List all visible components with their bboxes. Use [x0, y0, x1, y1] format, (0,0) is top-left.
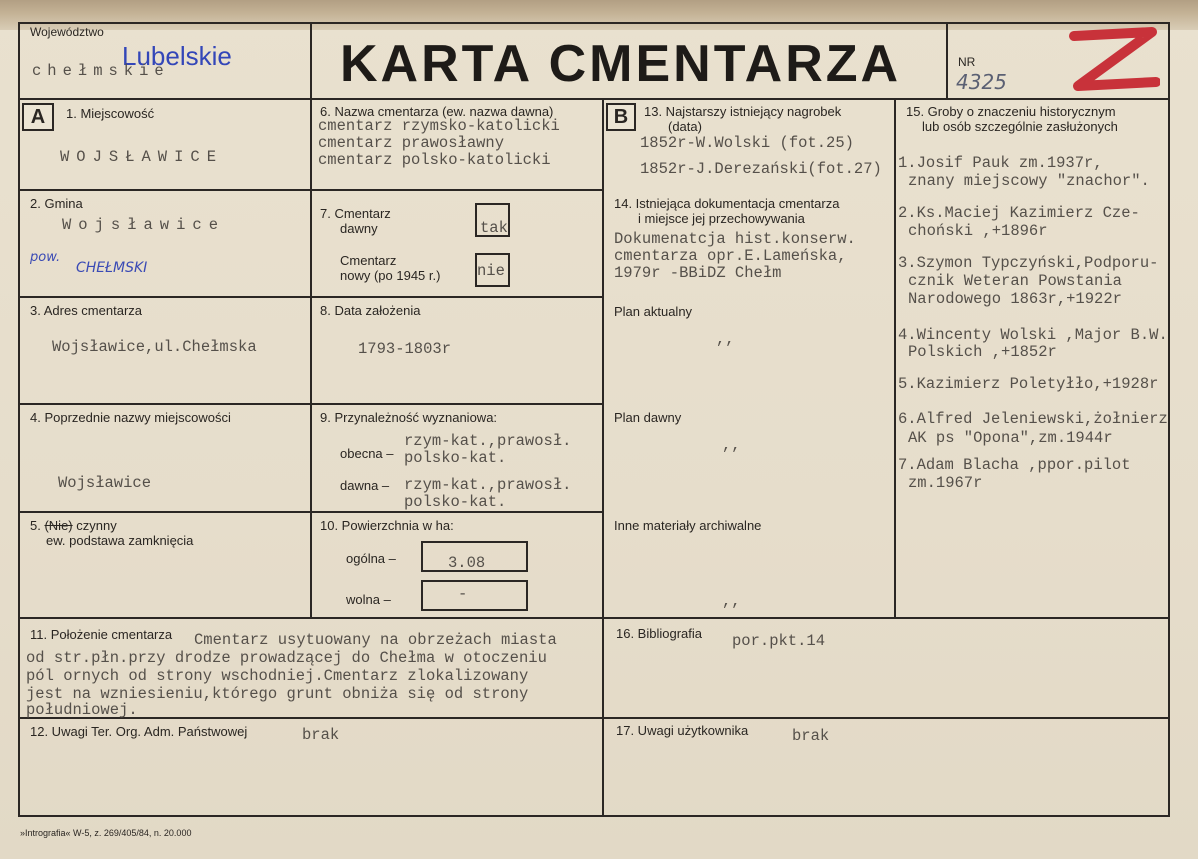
field2-pow-value: CHEŁMSKI	[76, 260, 148, 276]
adhesive-tape-strip	[0, 0, 1198, 30]
field9-current-line1: rzym-kat.,prawosł.	[404, 432, 572, 450]
field9-former-line2: polsko-kat.	[404, 493, 507, 511]
field3-value: Wojsławice,ul.Chełmska	[52, 338, 257, 356]
column-divider-3	[894, 98, 896, 618]
row-divider-4	[18, 511, 602, 513]
field5-label-b: czynny	[72, 518, 117, 533]
field4-value: Wojsławice	[58, 474, 152, 492]
divider-17	[604, 717, 1170, 719]
field14-label-line2: i miejsce jej przechowywania	[638, 211, 805, 226]
field12-value: brak	[302, 726, 340, 744]
nr-label: NR	[958, 55, 976, 69]
field9-current-line2: polsko-kat.	[404, 449, 507, 467]
field16-value: por.pkt.14	[732, 632, 826, 650]
grave-entry: Narodowego 1863r,+1922r	[908, 290, 1122, 308]
field5-label-a: 5.	[30, 518, 45, 533]
field6-line-1: cmentarz rzymsko-katolicki	[318, 117, 560, 135]
frame-left-line	[18, 22, 20, 817]
grave-entry: Polskich ,+1852r	[908, 343, 1057, 361]
plan-former-label: Plan dawny	[614, 410, 682, 425]
grave-entry: znany miejscowy "znachor".	[908, 172, 1150, 190]
printer-imprint: »Intrografia« W-5, z. 269/405/84, n. 20.000	[20, 828, 192, 838]
field10-label: 10. Powierzchnia w ha:	[320, 518, 454, 533]
field9-label: 9. Przynależność wyznaniowa:	[320, 410, 498, 425]
row-divider-2	[18, 296, 602, 298]
category-mark-z	[1068, 24, 1160, 96]
card-title: KARTA CMENTARZA	[340, 35, 902, 93]
field11-line-4: jest na wzniesieniu,którego grunt obniża się od strony	[26, 685, 529, 703]
field12-label: 12. Uwagi Ter. Org. Adm. Państwowej	[30, 724, 248, 739]
other-materials-value: ,,	[722, 592, 741, 610]
field11-line-5: południowej.	[26, 701, 138, 719]
field7-new-label-line2: nowy (po 1945 r.)	[340, 268, 441, 283]
plan-current-label: Plan aktualny	[614, 304, 693, 319]
field14-line-3: 1979r -BBiDZ Chełm	[614, 264, 782, 282]
frame-right-line	[1168, 22, 1170, 817]
grave-entry: 6.Alfred Jeleniewski,żołnierz	[898, 410, 1168, 428]
field10-free-value: -	[458, 585, 468, 603]
field10-free-label: wolna –	[346, 592, 391, 607]
grave-entry: zm.1967r	[908, 474, 983, 492]
field11-line-1: Cmentarz usytuowany na obrzeżach miasta	[194, 631, 557, 649]
plan-former-value: ,,	[722, 436, 741, 454]
frame-bottom-line	[18, 815, 1170, 817]
field14-label-line1: 14. Istniejąca dokumentacja cmentarza	[614, 196, 840, 211]
other-materials-label: Inne materiały archiwalne	[614, 518, 762, 533]
voivodeship-label: Województwo	[30, 25, 104, 39]
field15-label-line1: 15. Groby o znaczeniu historycznym	[906, 104, 1116, 119]
field10-free-box	[421, 580, 528, 611]
field15-label-line2: lub osób szczególnie zasłużonych	[922, 119, 1118, 134]
field9-former-label: dawna –	[340, 478, 390, 493]
field16-label: 16. Bibliografia	[616, 626, 702, 641]
field9-current-label: obecna –	[340, 446, 394, 461]
grave-entry: 1.Josif Pauk zm.1937r,	[898, 154, 1103, 172]
field13-label-line2: (data)	[668, 119, 702, 134]
field11-line-2: od str.płn.przy drodze prowadzącej do Chełma w otoczeniu	[26, 649, 547, 667]
field5-label-line2: ew. podstawa zamknięcia	[46, 533, 194, 548]
column-divider-2	[602, 98, 604, 815]
field13-line-1: 1852r-W.Wolski (fot.25)	[640, 134, 854, 152]
field7-new-label-line1: Cmentarz	[340, 253, 397, 268]
field6-line-3: cmentarz polsko-katolicki	[318, 151, 551, 169]
header-divider-nr	[946, 22, 948, 98]
grave-entry: 2.Ks.Maciej Kazimierz Cze-	[898, 204, 1140, 222]
grave-entry: 4.Wincenty Wolski ,Major B.W.	[898, 326, 1168, 344]
grave-entry: 7.Adam Blacha ,ppor.pilot	[898, 456, 1131, 474]
section-b-marker: B	[606, 103, 636, 131]
field7-old-value: tak	[480, 219, 508, 237]
grave-entry: choński ,+1896r	[908, 222, 1048, 240]
field2-label: 2. Gmina	[30, 196, 83, 211]
field5-label-nie: (Nie)	[44, 518, 73, 533]
field8-label: 8. Data założenia	[320, 303, 421, 318]
header-divider	[18, 98, 1170, 100]
nr-value: 4325	[956, 70, 1007, 94]
field13-label-line1: 13. Najstarszy istniejący nagrobek	[644, 104, 842, 119]
field11-line-3: pól ornych od strony wschodniej.Cmentarz zlokalizowany	[26, 667, 529, 685]
field17-value: brak	[792, 727, 830, 745]
field2-value: Wojsławice	[62, 216, 226, 234]
grave-entry: AK ps "Opona",zm.1944r	[908, 429, 1113, 447]
field7-label-line2: dawny	[340, 221, 378, 236]
plan-current-value: ,,	[716, 330, 735, 348]
field4-label: 4. Poprzednie nazwy miejscowości	[30, 410, 231, 425]
field8-value: 1793-1803r	[358, 340, 452, 358]
row-divider-3	[18, 403, 602, 405]
column-divider-1	[310, 98, 312, 618]
field6-label: 6. Nazwa cmentarza (ew. nazwa dawna)	[320, 104, 554, 119]
field5-label	[30, 518, 117, 533]
field10-total-label: ogólna –	[346, 551, 396, 566]
field7-new-value: nie	[477, 262, 505, 280]
section-a-marker: A	[22, 103, 54, 131]
field14-line-2: cmentarza opr.E.Lameńska,	[614, 247, 847, 265]
field11-label: 11. Położenie cmentarza	[30, 627, 173, 642]
field1-value: WOJSŁAWICE	[60, 148, 224, 166]
field9-former-line1: rzym-kat.,prawosł.	[404, 476, 572, 494]
field10-total-value: 3.08	[448, 554, 486, 572]
grave-entry: 5.Kazimierz Poletyłło,+1928r	[898, 375, 1159, 393]
section-divider-11	[18, 617, 1170, 619]
field7-label-line1: 7. Cmentarz	[320, 206, 391, 221]
row-divider-1	[18, 189, 602, 191]
field13-line-2: 1852r-J.Derezański(fot.27)	[640, 160, 882, 178]
header-divider-left	[310, 22, 312, 98]
field1-label: 1. Miejscowość	[66, 106, 155, 121]
field17-label: 17. Uwagi użytkownika	[616, 723, 749, 738]
grave-entry: 3.Szymon Typczyński,Podporu-	[898, 254, 1159, 272]
voivodeship-stamp: Lubelskie	[122, 41, 232, 71]
field14-line-1: Dokumenatcja hist.konserw.	[614, 230, 856, 248]
field2-pow-label: pow.	[30, 250, 61, 265]
voivodeship-typed: chełmskie	[32, 62, 170, 80]
frame-top-line	[18, 22, 1170, 24]
field6-line-2: cmentarz prawosławny	[318, 134, 505, 152]
field3-label: 3. Adres cmentarza	[30, 303, 142, 318]
grave-entry: cznik Weteran Powstania	[908, 272, 1122, 290]
